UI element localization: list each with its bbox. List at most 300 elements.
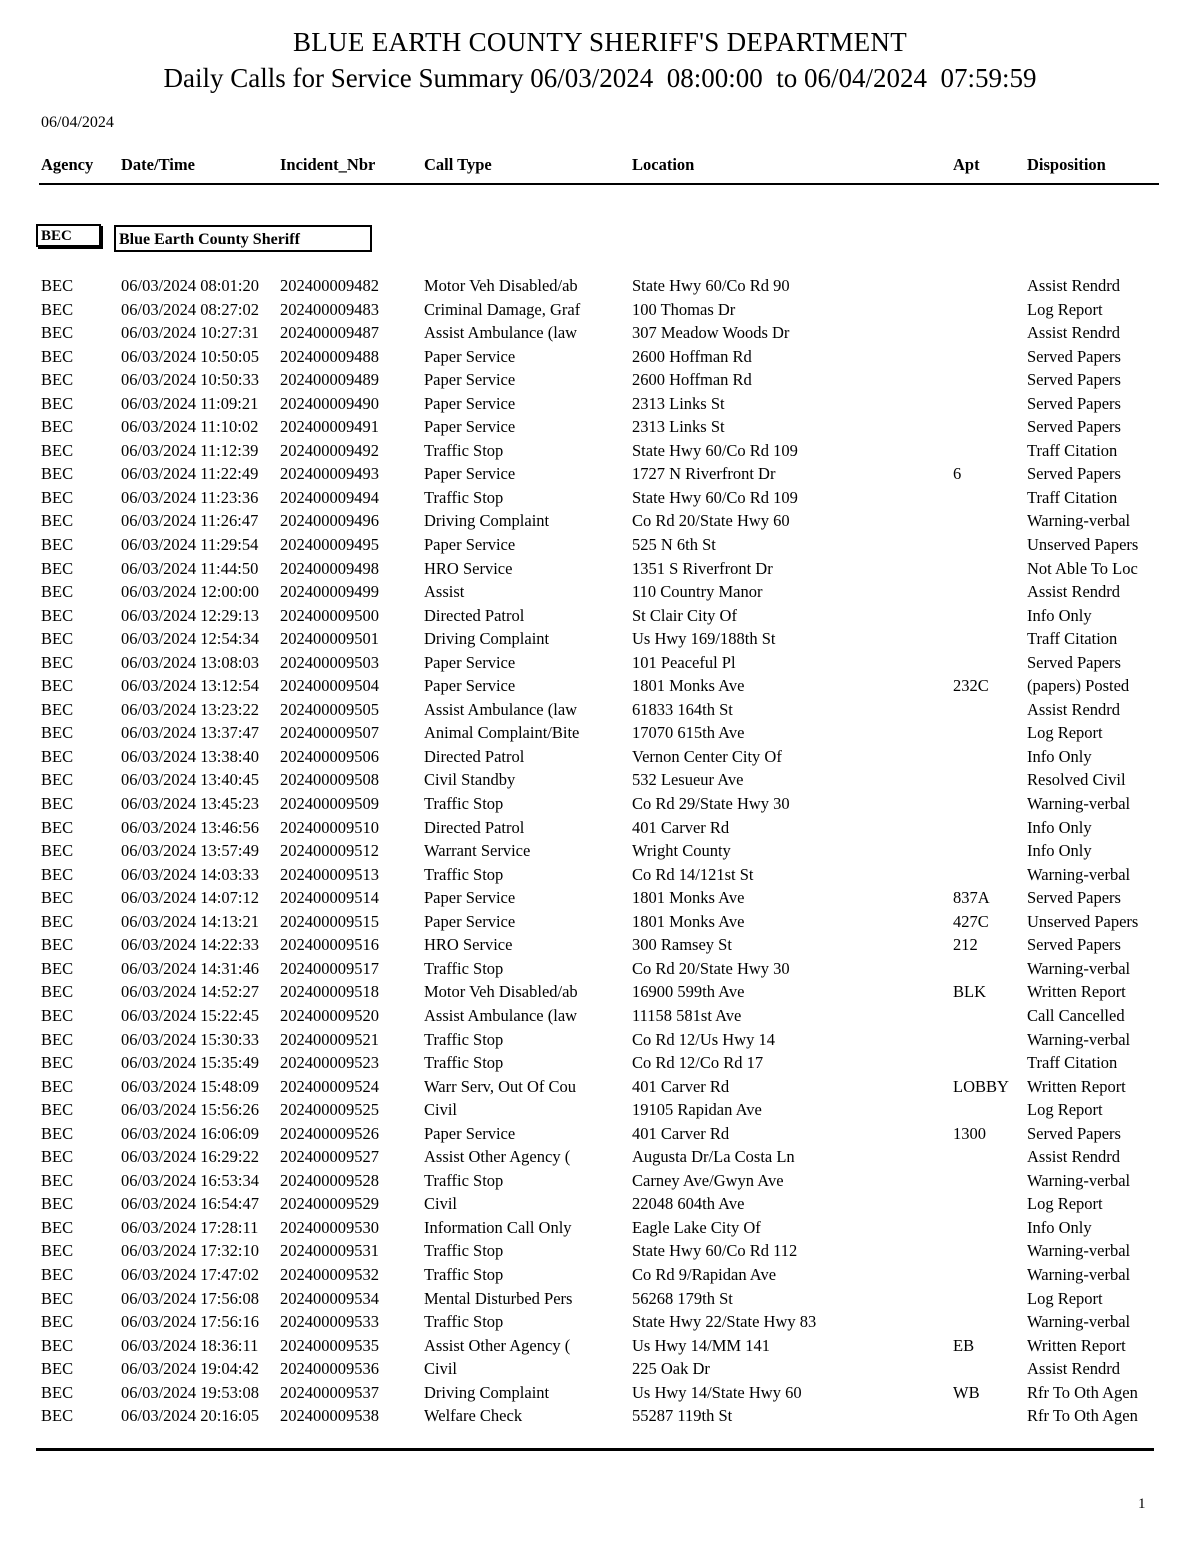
cell-datetime: 06/03/2024 13:40:45 [121,770,259,790]
cell-call-type: Traffic Stop [424,1241,504,1261]
table-row [0,886,1200,910]
cell-call-type: Civil [424,1100,458,1120]
cell-agency: BEC [41,770,74,790]
cell-agency: BEC [41,1312,74,1332]
cell-location: State Hwy 60/Co Rd 109 [632,487,798,507]
cell-call-type: Assist Ambulance (law [424,699,578,719]
cell-agency: BEC [41,841,74,861]
cell-call-type: Traffic Stop [424,958,504,978]
cell-disposition: Assist Rendrd [1027,323,1121,343]
cell-location: 1727 N Riverfront Dr [632,464,776,484]
cell-apt: 427C [953,911,989,931]
cell-incident: 202400009487 [280,323,379,343]
cell-call-type: HRO Service [424,558,513,578]
table-row [0,580,1200,604]
cell-call-type: Assist Ambulance (law [424,1005,578,1025]
cell-call-type: Warr Serv, Out Of Cou [424,1076,577,1096]
cell-datetime: 06/03/2024 15:35:49 [121,1053,259,1073]
run-date: 06/04/2024 [41,114,114,131]
cell-call-type: Traffic Stop [424,1053,504,1073]
cell-apt: 212 [953,935,978,955]
report-title: BLUE EARTH COUNTY SHERIFF'S DEPARTMENT [292,27,908,57]
cell-datetime: 06/03/2024 14:07:12 [121,888,259,908]
cell-call-type: Paper Service [424,1123,516,1143]
cell-agency: BEC [41,652,74,672]
cell-incident: 202400009507 [280,723,379,743]
cell-agency: BEC [41,958,74,978]
cell-location: Us Hwy 169/188th St [632,629,776,649]
cell-datetime: 06/03/2024 10:50:33 [121,370,259,390]
cell-call-type: Paper Service [424,676,516,696]
cell-location: 2600 Hoffman Rd [632,370,752,390]
cell-incident: 202400009489 [280,370,379,390]
cell-disposition: Info Only [1027,746,1092,766]
cell-agency: BEC [41,323,74,343]
cell-incident: 202400009529 [280,1194,379,1214]
cell-incident: 202400009526 [280,1123,379,1143]
cell-location: Co Rd 20/State Hwy 60 [632,511,790,531]
cell-agency: BEC [41,1382,74,1402]
table-row [0,321,1200,345]
cell-apt: 1300 [953,1123,986,1143]
cell-disposition: Warning-verbal [1027,1241,1131,1261]
cell-agency: BEC [41,746,74,766]
cell-agency: BEC [41,1029,74,1049]
cell-agency: BEC [41,464,74,484]
cell-location: Carney Ave/Gwyn Ave [632,1170,784,1190]
cell-incident: 202400009508 [280,770,379,790]
cell-disposition: Warning-verbal [1027,1170,1131,1190]
cell-datetime: 06/03/2024 19:04:42 [121,1359,259,1379]
cell-disposition: Warning-verbal [1027,794,1131,814]
table-row [0,816,1200,840]
table-row [0,933,1200,957]
table-row [0,1357,1200,1381]
cell-call-type: Assist Ambulance (law [424,323,578,343]
table-row [0,1381,1200,1405]
cell-location: 401 Carver Rd [632,817,730,837]
cell-disposition: Served Papers [1027,346,1121,366]
cell-disposition: Written Report [1027,1335,1126,1355]
cell-apt: BLK [953,982,986,1002]
table-row [0,392,1200,416]
cell-call-type: Traffic Stop [424,1264,504,1284]
cell-agency: BEC [41,511,74,531]
cell-disposition: Served Papers [1027,652,1121,672]
cell-datetime: 06/03/2024 12:00:00 [121,582,259,602]
cell-agency: BEC [41,629,74,649]
cell-location: State Hwy 60/Co Rd 109 [632,440,798,460]
cell-call-type: Traffic Stop [424,794,504,814]
cell-datetime: 06/03/2024 14:22:33 [121,935,259,955]
column-header-datetime: Date/Time [121,155,195,174]
table-row [0,1169,1200,1193]
cell-datetime: 06/03/2024 17:56:16 [121,1312,259,1332]
table-row [0,274,1200,298]
cell-datetime: 06/03/2024 11:12:39 [121,440,259,460]
cell-agency: BEC [41,417,74,437]
cell-incident: 202400009524 [280,1076,379,1096]
cell-disposition: Unserved Papers [1027,535,1139,555]
cell-location: 307 Meadow Woods Dr [632,323,790,343]
cell-datetime: 06/03/2024 15:56:26 [121,1100,259,1120]
cell-location: 1801 Monks Ave [632,911,745,931]
cell-call-type: Mental Disturbed Pers [424,1288,573,1308]
cell-disposition: Written Report [1027,1076,1126,1096]
cell-incident: 202400009525 [280,1100,379,1120]
cell-incident: 202400009482 [280,276,379,295]
table-row [0,509,1200,533]
cell-datetime: 06/03/2024 20:16:05 [121,1406,259,1426]
cell-datetime: 06/03/2024 14:31:46 [121,958,259,978]
cell-agency: BEC [41,370,74,390]
cell-call-type: Paper Service [424,535,516,555]
cell-disposition: Log Report [1027,1194,1103,1214]
cell-call-type: Traffic Stop [424,1170,504,1190]
cell-disposition: Warning-verbal [1027,511,1131,531]
table-row [0,698,1200,722]
cell-location: Us Hwy 14/State Hwy 60 [632,1382,802,1402]
cell-incident: 202400009483 [280,299,379,319]
cell-datetime: 06/03/2024 14:52:27 [121,982,259,1002]
cell-incident: 202400009506 [280,746,379,766]
cell-agency: BEC [41,1147,74,1167]
cell-disposition: Served Papers [1027,1123,1121,1143]
cell-disposition: Served Papers [1027,417,1121,437]
cell-disposition: Not Able To Loc [1027,558,1138,578]
cell-incident: 202400009514 [280,888,379,908]
cell-call-type: Motor Veh Disabled/ab [424,276,578,295]
cell-datetime: 06/03/2024 15:48:09 [121,1076,259,1096]
cell-datetime: 06/03/2024 13:46:56 [121,817,259,837]
cell-location: 401 Carver Rd [632,1076,730,1096]
cell-datetime: 06/03/2024 15:30:33 [121,1029,259,1049]
table-row [0,1310,1200,1334]
cell-location: 22048 604th Ave [632,1194,745,1214]
cell-call-type: Paper Service [424,652,516,672]
cell-location: Co Rd 12/Co Rd 17 [632,1053,764,1073]
cell-datetime: 06/03/2024 13:38:40 [121,746,259,766]
cell-disposition: Warning-verbal [1027,1029,1131,1049]
cell-agency: BEC [41,558,74,578]
cell-agency: BEC [41,1406,74,1426]
table-row [0,1216,1200,1240]
cell-agency: BEC [41,440,74,460]
cell-disposition: Assist Rendrd [1027,276,1121,295]
calls-table-body [0,274,1200,1428]
cell-call-type: Directed Patrol [424,817,525,837]
cell-incident: 202400009536 [280,1359,379,1379]
cell-call-type: Assist [424,582,465,602]
cell-agency: BEC [41,1170,74,1190]
cell-call-type: Paper Service [424,346,516,366]
cell-incident: 202400009517 [280,958,379,978]
cell-location: 1351 S Riverfront Dr [632,558,773,578]
cell-datetime: 06/03/2024 13:45:23 [121,794,259,814]
cell-location: 101 Peaceful Pl [632,652,736,672]
table-row [0,486,1200,510]
cell-call-type: Paper Service [424,417,516,437]
cell-call-type: Driving Complaint [424,511,550,531]
cell-datetime: 06/03/2024 11:23:36 [121,487,259,507]
table-row [0,1098,1200,1122]
column-header-incident: Incident_Nbr [280,155,376,174]
column-header-disposition: Disposition [1027,155,1106,174]
cell-incident: 202400009499 [280,582,379,602]
cell-incident: 202400009532 [280,1264,379,1284]
cell-incident: 202400009505 [280,699,379,719]
cell-incident: 202400009495 [280,535,379,555]
cell-disposition: Call Cancelled [1027,1005,1125,1025]
cell-datetime: 06/03/2024 13:23:22 [121,699,259,719]
cell-location: 1801 Monks Ave [632,888,745,908]
cell-datetime: 06/03/2024 11:10:02 [121,417,259,437]
cell-datetime: 06/03/2024 08:27:02 [121,299,259,319]
cell-location: Co Rd 14/121st St [632,864,754,884]
cell-location: 2313 Links St [632,393,725,413]
table-row [0,1404,1200,1428]
cell-disposition: Traff Citation [1027,440,1118,460]
cell-agency: BEC [41,1005,74,1025]
cell-apt: 837A [953,888,990,908]
cell-call-type: Traffic Stop [424,1029,504,1049]
table-row [0,368,1200,392]
cell-disposition: Rfr To Oth Agen [1027,1382,1138,1402]
cell-incident: 202400009494 [280,487,379,507]
cell-datetime: 06/03/2024 11:26:47 [121,511,259,531]
cell-incident: 202400009490 [280,393,379,413]
cell-disposition: Traff Citation [1027,629,1118,649]
cell-datetime: 06/03/2024 14:03:33 [121,864,259,884]
cell-call-type: Paper Service [424,911,516,931]
cell-apt: EB [953,1335,975,1355]
cell-agency: BEC [41,817,74,837]
cell-location: 2600 Hoffman Rd [632,346,752,366]
cell-datetime: 06/03/2024 19:53:08 [121,1382,259,1402]
cell-disposition: Assist Rendrd [1027,582,1121,602]
cell-disposition: Traff Citation [1027,487,1118,507]
cell-agency: BEC [41,1100,74,1120]
table-row [0,957,1200,981]
cell-apt: LOBBY [953,1076,1009,1096]
column-header-row [0,155,1200,177]
cell-location: State Hwy 22/State Hwy 83 [632,1312,817,1332]
cell-location: Vernon Center City Of [632,746,782,766]
table-row [0,863,1200,887]
cell-location: State Hwy 60/Co Rd 112 [632,1241,798,1261]
cell-incident: 202400009513 [280,864,379,884]
cell-agency: BEC [41,723,74,743]
cell-location: Augusta Dr/La Costa Ln [632,1147,795,1167]
cell-datetime: 06/03/2024 11:09:21 [121,393,259,413]
cell-agency: BEC [41,1217,74,1237]
cell-datetime: 06/03/2024 12:54:34 [121,629,259,649]
column-header-agency: Agency [41,155,94,174]
cell-location: 1801 Monks Ave [632,676,745,696]
cell-datetime: 06/03/2024 15:22:45 [121,1005,259,1025]
cell-disposition: Assist Rendrd [1027,699,1121,719]
cell-datetime: 06/03/2024 16:53:34 [121,1170,259,1190]
cell-datetime: 06/03/2024 10:27:31 [121,323,259,343]
table-row [0,1145,1200,1169]
cell-location: 401 Carver Rd [632,1123,730,1143]
cell-incident: 202400009498 [280,558,379,578]
cell-location: State Hwy 60/Co Rd 90 [632,276,790,295]
cell-disposition: Written Report [1027,982,1126,1002]
table-row [0,745,1200,769]
table-row [0,1287,1200,1311]
cell-agency: BEC [41,1076,74,1096]
cell-call-type: Paper Service [424,393,516,413]
cell-call-type: Paper Service [424,464,516,484]
table-row [0,533,1200,557]
cell-disposition: Log Report [1027,299,1103,319]
cell-disposition: Info Only [1027,1217,1092,1237]
cell-call-type: Assist Other Agency ( [424,1335,571,1355]
cell-incident: 202400009501 [280,629,379,649]
cell-call-type: Directed Patrol [424,605,525,625]
cell-location: 532 Lesueur Ave [632,770,744,790]
cell-call-type: Civil Standby [424,770,516,790]
cell-agency: BEC [41,1053,74,1073]
cell-location: 110 Country Manor [632,582,763,602]
cell-agency: BEC [41,605,74,625]
table-row [0,557,1200,581]
cell-agency: BEC [41,582,74,602]
cell-datetime: 06/03/2024 14:13:21 [121,911,259,931]
cell-incident: 202400009488 [280,346,379,366]
table-row [0,980,1200,1004]
cell-agency: BEC [41,1288,74,1308]
cell-agency: BEC [41,676,74,696]
cell-location: Co Rd 20/State Hwy 30 [632,958,790,978]
cell-agency: BEC [41,699,74,719]
cell-call-type: Animal Complaint/Bite [424,723,580,743]
page-number: 1 [1138,1496,1146,1512]
cell-datetime: 06/03/2024 11:44:50 [121,558,259,578]
table-row [0,1004,1200,1028]
cell-location: 17070 615th Ave [632,723,745,743]
cell-disposition: Served Papers [1027,393,1121,413]
table-row [0,604,1200,628]
cell-location: Co Rd 9/Rapidan Ave [632,1264,777,1284]
cell-call-type: HRO Service [424,935,513,955]
cell-call-type: Driving Complaint [424,1382,550,1402]
table-row [0,910,1200,934]
cell-incident: 202400009520 [280,1005,379,1025]
cell-datetime: 06/03/2024 11:22:49 [121,464,259,484]
cell-incident: 202400009530 [280,1217,379,1237]
cell-agency: BEC [41,1359,74,1379]
cell-disposition: Log Report [1027,1288,1103,1308]
table-row [0,627,1200,651]
table-row [0,1239,1200,1263]
cell-call-type: Paper Service [424,370,516,390]
table-row [0,462,1200,486]
cell-incident: 202400009496 [280,511,379,531]
cell-apt: 232C [953,676,989,696]
table-row [0,1028,1200,1052]
cell-agency: BEC [41,935,74,955]
cell-call-type: Traffic Stop [424,864,504,884]
cell-incident: 202400009531 [280,1241,379,1261]
cell-datetime: 06/03/2024 16:29:22 [121,1147,259,1167]
group-agency-code: BEC [36,224,101,247]
cell-incident: 202400009512 [280,841,379,861]
column-header-apt: Apt [953,155,980,174]
table-row [0,792,1200,816]
cell-datetime: 06/03/2024 16:06:09 [121,1123,259,1143]
cell-call-type: Driving Complaint [424,629,550,649]
cell-incident: 202400009523 [280,1053,379,1073]
cell-disposition: Unserved Papers [1027,911,1139,931]
table-row [0,768,1200,792]
cell-incident: 202400009516 [280,935,379,955]
cell-call-type: Traffic Stop [424,1312,504,1332]
cell-datetime: 06/03/2024 13:37:47 [121,723,259,743]
cell-apt: WB [953,1382,980,1402]
cell-incident: 202400009500 [280,605,379,625]
cell-incident: 202400009493 [280,464,379,484]
cell-agency: BEC [41,794,74,814]
cell-disposition: Info Only [1027,841,1092,861]
cell-incident: 202400009510 [280,817,379,837]
cell-incident: 202400009538 [280,1406,379,1426]
cell-agency: BEC [41,276,74,295]
cell-agency: BEC [41,1194,74,1214]
cell-disposition: Rfr To Oth Agen [1027,1406,1138,1426]
cell-location: 300 Ramsey St [632,935,732,955]
cell-agency: BEC [41,393,74,413]
cell-location: Co Rd 29/State Hwy 30 [632,794,790,814]
cell-incident: 202400009492 [280,440,379,460]
cell-incident: 202400009528 [280,1170,379,1190]
cell-agency: BEC [41,487,74,507]
cell-disposition: Info Only [1027,605,1092,625]
footer-divider [36,1448,1154,1451]
cell-agency: BEC [41,1264,74,1284]
cell-disposition: Log Report [1027,1100,1103,1120]
cell-disposition: Assist Rendrd [1027,1147,1121,1167]
cell-agency: BEC [41,299,74,319]
cell-disposition: Served Papers [1027,935,1121,955]
table-row [0,839,1200,863]
table-row [0,1192,1200,1216]
cell-location: St Clair City Of [632,605,737,625]
cell-datetime: 06/03/2024 17:47:02 [121,1264,259,1284]
table-row [0,1122,1200,1146]
cell-incident: 202400009503 [280,652,379,672]
cell-disposition: Resolved Civil [1027,770,1126,790]
cell-incident: 202400009537 [280,1382,379,1402]
table-row [0,345,1200,369]
cell-location: 16900 599th Ave [632,982,745,1002]
cell-call-type: Directed Patrol [424,746,525,766]
cell-call-type: Paper Service [424,888,516,908]
table-row [0,721,1200,745]
cell-agency: BEC [41,535,74,555]
cell-location: Us Hwy 14/MM 141 [632,1335,770,1355]
cell-apt: 6 [953,464,962,484]
cell-location: 61833 164th St [632,699,733,719]
cell-incident: 202400009515 [280,911,379,931]
cell-agency: BEC [41,864,74,884]
header-divider [39,183,1159,185]
cell-incident: 202400009518 [280,982,379,1002]
cell-incident: 202400009509 [280,794,379,814]
cell-call-type: Criminal Damage, Graf [424,299,581,319]
table-row [0,298,1200,322]
